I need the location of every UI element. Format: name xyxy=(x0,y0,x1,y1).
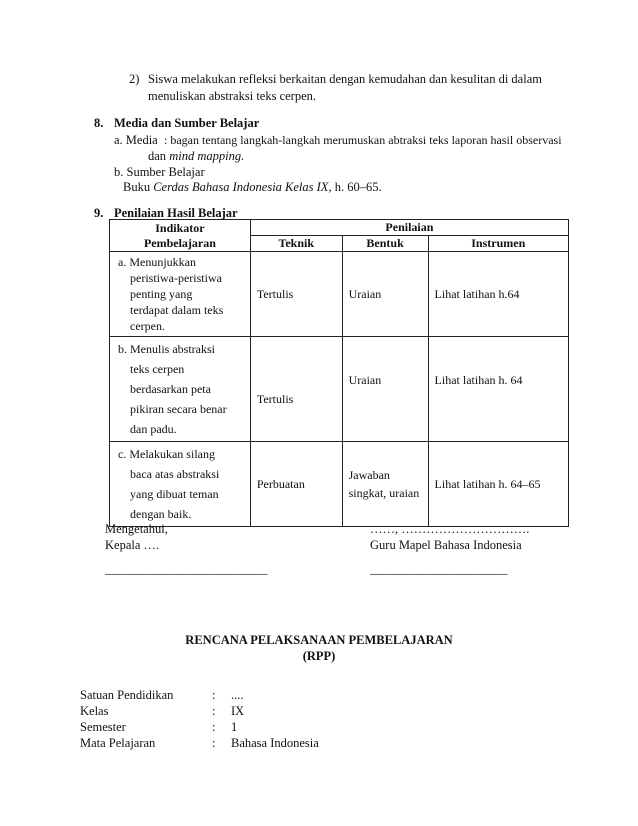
identity-separator: : xyxy=(212,720,216,734)
table-row xyxy=(110,442,569,527)
indicator-text: a. Menunjukkan xyxy=(118,255,196,269)
identity-separator: : xyxy=(212,688,216,702)
technique-cell: Tertulis xyxy=(250,252,342,337)
table-header-row-1 xyxy=(110,220,569,236)
media-text: : bagan tentang langkah-langkah merumuskan abtraksi teks laporan hasil observasi xyxy=(164,133,562,147)
signature-left-line-1: Mengetahui, xyxy=(105,522,168,536)
form-cell: Uraian xyxy=(342,252,428,337)
instrument-cell: Lihat latihan h. 64–65 xyxy=(428,442,568,527)
form-cell: Uraian xyxy=(342,337,428,442)
section-8-title: Media dan Sumber Belajar xyxy=(114,116,260,130)
rpp-subtitle: (RPP) xyxy=(302,649,336,663)
reflection-line-2: menuliskan abstraksi teks cerpen. xyxy=(148,89,317,103)
identity-value: 1 xyxy=(231,720,238,734)
reflection-number: 2) xyxy=(129,72,140,86)
indicator-cell xyxy=(110,252,251,337)
instrument-cell: Lihat latihan h.64 xyxy=(428,252,568,337)
reflection-line-1: Siswa melakukan refleksi berkaitan dengan kemudahan dan kesulitan di dalam xyxy=(148,72,542,86)
header-assessment: Penilaian xyxy=(250,220,568,236)
media-text-2-italic: mind mapping. xyxy=(169,149,245,163)
indicator-text: dengan baik. xyxy=(130,507,192,521)
technique-cell: Perbuatan xyxy=(250,442,342,527)
indicator-text: b. Menulis abstraksi xyxy=(118,342,215,356)
form-text: Jawaban xyxy=(348,468,390,482)
source-book-title: Cerdas Bahasa Indonesia Kelas IX, xyxy=(153,180,332,194)
identity-value: Bahasa Indonesia xyxy=(231,736,319,750)
media-label: a. Media xyxy=(114,133,158,147)
indicator-text: terdapat dalam teks xyxy=(130,303,224,317)
source-prefix: Buku xyxy=(123,180,154,194)
indicator-text: cerpen. xyxy=(130,319,165,333)
rpp-title: RENCANA PELAKSANAAN PEMBELAJARAN xyxy=(185,633,453,647)
header-indicator-line-1: Indikator xyxy=(155,220,205,235)
media-text-2 xyxy=(148,149,244,164)
source-suffix: h. 60–65. xyxy=(331,180,382,194)
signature-left-rule: __________________________ xyxy=(105,562,268,576)
indicator-text: penting yang xyxy=(130,287,193,301)
table-row xyxy=(110,337,569,442)
technique-cell: Tertulis xyxy=(250,337,342,442)
identity-value: IX xyxy=(231,704,245,718)
indicator-cell xyxy=(110,442,251,527)
identity-value: .... xyxy=(231,688,244,702)
signature-left-line-2: Kepala …. xyxy=(105,538,160,552)
indicator-text: berdasarkan peta xyxy=(130,382,211,396)
indicator-text: peristiwa-peristiwa xyxy=(130,271,222,285)
header-form: Bentuk xyxy=(342,236,428,252)
signature-right-rule: ______________________ xyxy=(370,562,508,576)
source-label: b. Sumber Belajar xyxy=(114,165,205,179)
indicator-text: c. Melakukan silang xyxy=(118,447,215,461)
form-text: singkat, uraian xyxy=(348,486,420,500)
form-cell xyxy=(342,442,428,527)
identity-label: Semester xyxy=(80,720,126,734)
section-9-number: 9. xyxy=(94,206,104,220)
instrument-cell: Lihat latihan h. 64 xyxy=(428,337,568,442)
identity-label: Kelas xyxy=(80,704,109,718)
indicator-text: yang dibuat teman xyxy=(130,487,219,501)
section-8-number: 8. xyxy=(94,116,104,130)
source-text xyxy=(123,180,382,195)
assessment-table xyxy=(109,219,569,527)
identity-separator: : xyxy=(212,736,216,750)
header-technique: Teknik xyxy=(250,236,342,252)
indicator-cell xyxy=(110,337,251,442)
header-indicator-line-2: Pembelajaran xyxy=(143,235,216,250)
indicator-text: baca atas abstraksi xyxy=(130,467,220,481)
indicator-text: dan padu. xyxy=(130,422,177,436)
identity-label: Satuan Pendidikan xyxy=(80,688,174,702)
signature-right-line-2: Guru Mapel Bahasa Indonesia xyxy=(370,538,522,552)
table-row xyxy=(110,252,569,337)
indicator-text: teks cerpen xyxy=(130,362,185,376)
indicator-text: pikiran secara benar xyxy=(130,402,227,416)
identity-label: Mata Pelajaran xyxy=(80,736,156,750)
identity-separator: : xyxy=(212,704,216,718)
section-9-title: Penilaian Hasil Belajar xyxy=(114,206,238,220)
media-text-2-prefix: dan xyxy=(148,149,170,163)
signature-right-line-1: ……, …………………………. xyxy=(370,522,530,536)
header-instrument: Instrumen xyxy=(428,236,568,252)
header-indicator xyxy=(110,220,251,252)
